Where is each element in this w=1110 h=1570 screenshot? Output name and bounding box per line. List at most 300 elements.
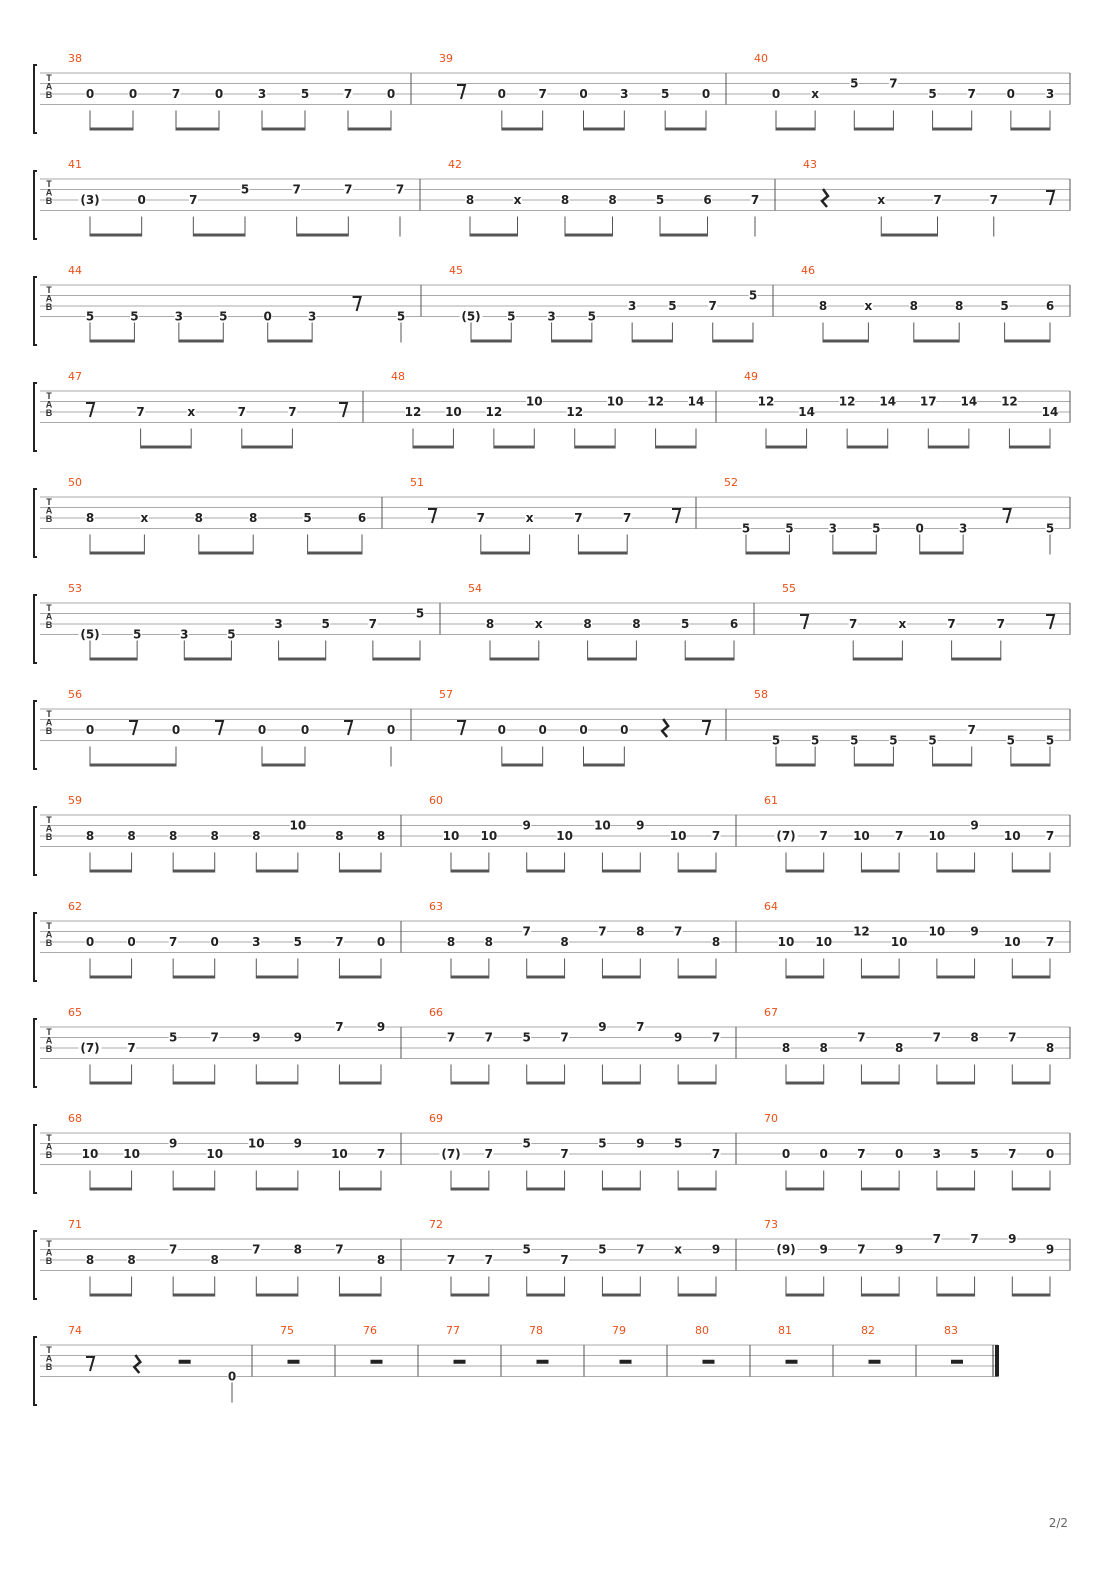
tab-clef-letter: B [45, 832, 53, 842]
measure-number: 64 [764, 900, 778, 913]
fret-number: 8 [818, 299, 828, 313]
eighth-rest [339, 403, 347, 417]
tab-system [34, 1112, 1070, 1193]
beam [527, 1082, 565, 1085]
fret-number: 5 [227, 627, 236, 642]
system-bracket [34, 171, 37, 239]
measure-number: 48 [391, 370, 405, 383]
fret-number: 0 [771, 87, 781, 101]
fret-number: 9 [970, 818, 979, 833]
fret-number: 0 [819, 1147, 828, 1161]
tab-clef-letter: B [45, 514, 53, 524]
fret-number: 0 [171, 723, 181, 737]
fret-number: 8 [446, 935, 456, 949]
beam [502, 764, 543, 767]
tab-system [34, 688, 1070, 769]
fret-number: 9 [819, 1242, 828, 1257]
fret-number: 8 [85, 511, 95, 525]
measure-number: 42 [448, 158, 462, 171]
fret-number: 6 [729, 617, 739, 631]
fret-number: 8 [1045, 1041, 1055, 1055]
tab-system [34, 1324, 999, 1405]
fret-number: 9 [168, 1136, 178, 1151]
fret-number: 0 [579, 87, 588, 101]
beam [861, 1294, 899, 1297]
measure-number: 61 [764, 794, 778, 807]
beam [678, 976, 716, 979]
fret-number: 5 [748, 288, 758, 303]
eighth-rest [1046, 191, 1054, 205]
fret-number: 7 [446, 1030, 456, 1045]
fret-number: 8 [484, 935, 494, 949]
eighth-rest [1003, 509, 1011, 523]
fret-number: 3 [257, 87, 267, 101]
tab-clef-letter: T [46, 603, 52, 613]
beam [176, 128, 219, 131]
tab-clef-letter: T [46, 179, 52, 189]
beam [937, 976, 975, 979]
beam [776, 764, 815, 767]
system-bracket [34, 1019, 37, 1087]
fret-number: x [534, 617, 543, 631]
measure-number: 82 [861, 1324, 875, 1337]
system-bracket [34, 1231, 37, 1299]
fret-number: 10 [247, 1136, 265, 1151]
fret-number: 0 [497, 723, 507, 737]
beam [578, 552, 627, 555]
fret-number: 5 [1000, 299, 1009, 313]
beam [1012, 1294, 1050, 1297]
fret-number: 7 [636, 1020, 645, 1034]
fret-number: 0 [376, 935, 386, 949]
fret-number: 14 [798, 405, 815, 419]
fret-number: 0 [1006, 87, 1016, 101]
tab-clef-letter: T [46, 709, 52, 719]
fret-number: 7 [623, 511, 632, 525]
beam [90, 340, 134, 343]
fret-number: 5 [303, 511, 312, 525]
fret-number: 7 [335, 1242, 344, 1257]
beam [413, 446, 453, 449]
fret-number: 10 [594, 818, 611, 833]
fret-number: (7) [776, 829, 796, 843]
fret-number: 0 [214, 87, 224, 101]
fret-number: 8 [335, 829, 344, 843]
fret-number: 5 [85, 309, 95, 324]
fret-number: 8 [583, 617, 592, 631]
measure-number: 57 [439, 688, 453, 701]
beam [584, 128, 625, 131]
fret-number: x [877, 193, 886, 207]
beam [481, 552, 530, 555]
beam [602, 976, 640, 979]
fret-number: 3 [274, 617, 283, 631]
tab-clef-letter: A [45, 717, 53, 728]
eighth-rest [702, 721, 710, 735]
fret-number: 5 [522, 1136, 531, 1151]
fret-number: 10 [606, 394, 624, 409]
fret-number: 5 [130, 309, 139, 324]
measure-number: 65 [68, 1006, 82, 1019]
fret-number: 12 [485, 405, 503, 419]
beam [451, 976, 489, 979]
fret-number: 8 [465, 193, 475, 207]
fret-number: 3 [1045, 87, 1055, 101]
beam [199, 552, 253, 555]
beam [256, 870, 298, 873]
fret-number: 5 [587, 309, 597, 324]
fret-number: 8 [85, 829, 95, 843]
measure-number: 45 [449, 264, 463, 277]
measure-number: 72 [429, 1218, 443, 1231]
fret-number: 5 [889, 733, 898, 748]
fret-number: x [187, 405, 196, 419]
beam [632, 340, 672, 343]
beam [933, 128, 972, 131]
fret-number: 14 [960, 394, 978, 409]
fret-number: 10 [777, 935, 795, 949]
tab-system [34, 582, 1070, 663]
fret-number: 5 [168, 1030, 178, 1045]
fret-number: 8 [485, 617, 495, 631]
fret-number: (5) [461, 309, 481, 324]
fret-number: 8 [168, 829, 178, 843]
fret-number: 5 [598, 1242, 607, 1257]
tab-clef-letter: T [46, 73, 52, 83]
fret-number: 7 [598, 924, 607, 939]
fret-number: 0 [894, 1147, 904, 1161]
fret-number: 8 [127, 1253, 136, 1267]
fret-number: 10 [556, 829, 573, 843]
fret-number: 6 [1045, 299, 1055, 313]
beam [471, 340, 511, 343]
measure-number: 62 [68, 900, 82, 913]
fret-number: 7 [237, 405, 246, 419]
measure-number: 79 [612, 1324, 626, 1337]
fret-number: 10 [669, 829, 687, 843]
tab-clef-letter: B [45, 1362, 53, 1372]
fret-number: 8 [560, 935, 569, 949]
fret-number: 7 [750, 193, 760, 207]
beam [173, 976, 215, 979]
tab-clef-letter: T [46, 1133, 52, 1143]
fret-number: 8 [781, 1041, 791, 1055]
tab-clef-letter: T [46, 1239, 52, 1249]
tab-clef-letter: T [46, 391, 52, 401]
fret-number: 0 [257, 723, 267, 737]
fret-number: 0 [85, 723, 95, 737]
fret-number: 12 [404, 405, 422, 419]
beam [451, 1188, 489, 1191]
fret-number: 0 [620, 723, 629, 737]
tab-clef-letter: B [45, 90, 53, 100]
beam [490, 658, 539, 661]
fret-number: 7 [857, 1147, 866, 1161]
fret-number: 7 [574, 511, 583, 525]
beam [527, 870, 565, 873]
fret-number: x [864, 299, 873, 313]
beam [656, 446, 696, 449]
fret-number: 12 [838, 394, 856, 409]
tab-clef-letter: A [45, 823, 53, 834]
beam [527, 976, 565, 979]
tab-system [34, 264, 1070, 345]
fret-number: 0 [300, 723, 310, 737]
fret-number: 7 [1045, 935, 1055, 949]
eighth-rest [129, 721, 137, 735]
beam [173, 870, 215, 873]
fret-number: 7 [711, 829, 721, 843]
system-bracket [34, 489, 37, 557]
tab-clef-letter: A [45, 1035, 53, 1046]
fret-number: 5 [928, 87, 937, 101]
tab-clef-letter: T [46, 1345, 52, 1355]
fret-number: 7 [335, 935, 344, 949]
measure-number: 54 [468, 582, 482, 595]
measure-number: 40 [754, 52, 768, 65]
fret-number: x [898, 617, 907, 631]
fret-number: 0 [227, 1369, 237, 1384]
fret-number: 7 [376, 1147, 386, 1161]
fret-number: 12 [1001, 394, 1018, 409]
fret-number: 0 [915, 521, 924, 536]
beam [348, 128, 391, 131]
beam [861, 1082, 899, 1085]
beam [339, 976, 381, 979]
half-rest [537, 1360, 549, 1364]
beam [179, 340, 223, 343]
beam [602, 870, 640, 873]
fret-number: 8 [127, 829, 136, 843]
fret-number: 3 [620, 87, 629, 101]
beam [339, 1188, 381, 1191]
eighth-rest [215, 721, 223, 735]
half-rest [288, 1360, 300, 1364]
fret-number: 8 [560, 193, 570, 207]
fret-number: 8 [210, 829, 219, 843]
fret-number: 10 [853, 829, 870, 843]
eighth-rest [353, 297, 361, 311]
fret-number: 8 [210, 1253, 219, 1267]
beam [685, 658, 734, 661]
system-bracket [34, 1337, 37, 1405]
measure-number: 71 [68, 1218, 82, 1231]
fret-number: 8 [85, 1253, 95, 1267]
fret-number: 0 [386, 723, 396, 737]
fret-number: 7 [1045, 829, 1055, 843]
beam [193, 234, 245, 237]
beam [786, 870, 824, 873]
beam [786, 1082, 824, 1085]
fret-number: 7 [636, 1242, 645, 1257]
fret-number: 7 [1008, 1030, 1017, 1045]
fret-number: 5 [300, 87, 310, 101]
fret-number: 3 [932, 1147, 942, 1161]
beam [928, 446, 969, 449]
fret-number: 7 [252, 1242, 261, 1257]
measure-number: 53 [68, 582, 82, 595]
fret-number: 5 [928, 733, 937, 748]
system-bracket [34, 277, 37, 345]
beam [90, 552, 144, 555]
fret-number: 7 [335, 1020, 344, 1034]
measure-number: 50 [68, 476, 82, 489]
fret-number: 5 [522, 1242, 531, 1257]
half-rest [620, 1360, 632, 1364]
tab-clef-letter: A [45, 293, 53, 304]
system-bracket [34, 807, 37, 875]
fret-number: 5 [415, 606, 425, 621]
fret-number: 7 [970, 1232, 979, 1246]
beam [451, 1082, 489, 1085]
measure-number: 80 [695, 1324, 709, 1337]
fret-number: 0 [497, 87, 507, 101]
fret-number: 7 [932, 1232, 942, 1246]
beam [268, 340, 312, 343]
fret-number: 12 [853, 924, 870, 939]
beam [1012, 1188, 1050, 1191]
tab-system [34, 1006, 1070, 1087]
fret-number: 0 [386, 87, 396, 101]
measure-number: 44 [68, 264, 82, 277]
fret-number: 10 [815, 935, 833, 949]
fret-number: 7 [343, 87, 353, 101]
eighth-rest [457, 721, 465, 735]
measure-number: 60 [429, 794, 443, 807]
tab-clef-letter: A [45, 505, 53, 516]
fret-number: 7 [857, 1030, 866, 1045]
tab-clef-letter: T [46, 1027, 52, 1037]
fret-number: 9 [293, 1136, 303, 1151]
half-rest [371, 1360, 383, 1364]
beam [776, 128, 815, 131]
tab-system [34, 900, 1070, 981]
beam [937, 870, 975, 873]
beam [1009, 446, 1050, 449]
tab-clef-letter: B [45, 408, 53, 418]
beam [256, 1188, 298, 1191]
fret-number: 7 [368, 617, 378, 631]
measure-number: 77 [446, 1324, 460, 1337]
beam [823, 340, 868, 343]
fret-number: 7 [484, 1253, 494, 1267]
fret-number: 0 [1045, 1147, 1055, 1161]
fret-number: 5 [655, 193, 665, 207]
fret-number: 7 [996, 617, 1005, 631]
fret-number: 8 [970, 1030, 979, 1045]
beam [552, 340, 592, 343]
beam [678, 1082, 716, 1085]
measure-number: 63 [429, 900, 443, 913]
fret-number: 5 [1045, 521, 1055, 536]
fret-number: (7) [80, 1041, 100, 1055]
fret-number: 5 [1006, 733, 1016, 748]
fret-number: (5) [80, 627, 100, 642]
fret-number: 10 [442, 829, 460, 843]
beam [881, 234, 937, 237]
fret-number: 9 [894, 1242, 904, 1257]
tab-clef-letter: A [45, 1141, 53, 1152]
fret-number: 10 [928, 924, 946, 939]
eighth-rest [86, 1357, 94, 1371]
fret-number: 5 [293, 935, 303, 949]
beam [588, 658, 637, 661]
fret-number: 7 [168, 1242, 178, 1257]
measure-number: 69 [429, 1112, 443, 1125]
eighth-rest [344, 721, 352, 735]
fret-number: (9) [776, 1242, 796, 1257]
beam [451, 870, 489, 873]
system-bracket [34, 383, 37, 451]
half-rest [786, 1360, 798, 1364]
eighth-rest [800, 615, 808, 629]
beam [660, 234, 708, 237]
beam [1012, 870, 1050, 873]
beam [373, 658, 420, 661]
beam [565, 234, 613, 237]
fret-number: 0 [263, 309, 272, 324]
tab-system [34, 158, 1070, 239]
fret-number: 0 [137, 193, 146, 207]
beam [861, 976, 899, 979]
measure-number: 41 [68, 158, 82, 171]
fret-number: 9 [636, 818, 645, 833]
fret-number: x [513, 193, 522, 207]
fret-number: 5 [598, 1136, 607, 1151]
fret-number: 7 [484, 1030, 494, 1045]
fret-number: 7 [989, 193, 998, 207]
fret-number: 5 [785, 521, 794, 536]
fret-number: x [811, 87, 820, 101]
beam [90, 1188, 132, 1191]
beam [451, 1294, 489, 1297]
beam [1012, 976, 1050, 979]
fret-number: 7 [446, 1253, 456, 1267]
fret-number: 10 [81, 1147, 99, 1161]
beam [308, 552, 362, 555]
measure-number: 52 [724, 476, 738, 489]
measure-number: 81 [778, 1324, 792, 1337]
fret-number: 9 [673, 1030, 683, 1045]
fret-number: 10 [206, 1147, 224, 1161]
half-rest [951, 1360, 963, 1364]
beam [90, 234, 142, 237]
fret-number: 9 [636, 1136, 645, 1151]
fret-number: 7 [819, 829, 828, 843]
measure-number: 76 [363, 1324, 377, 1337]
measure-number: 68 [68, 1112, 82, 1125]
beam [602, 1082, 640, 1085]
beam [746, 552, 789, 555]
final-barline [995, 1345, 999, 1377]
fret-number: 3 [958, 521, 968, 536]
half-rest [703, 1360, 715, 1364]
fret-number: 7 [538, 87, 547, 101]
fret-number: 5 [872, 521, 881, 536]
beam [90, 1294, 132, 1297]
fret-number: 5 [850, 733, 859, 748]
fret-number: 7 [522, 924, 531, 939]
fret-number: 12 [647, 394, 664, 409]
system-bracket [34, 65, 37, 133]
tab-clef-letter: T [46, 285, 52, 295]
beam [90, 658, 137, 661]
eighth-rest [428, 509, 436, 523]
fret-number: 6 [703, 193, 712, 207]
fret-number: 0 [85, 87, 95, 101]
fret-number: 12 [566, 405, 584, 419]
fret-number: 8 [249, 511, 258, 525]
